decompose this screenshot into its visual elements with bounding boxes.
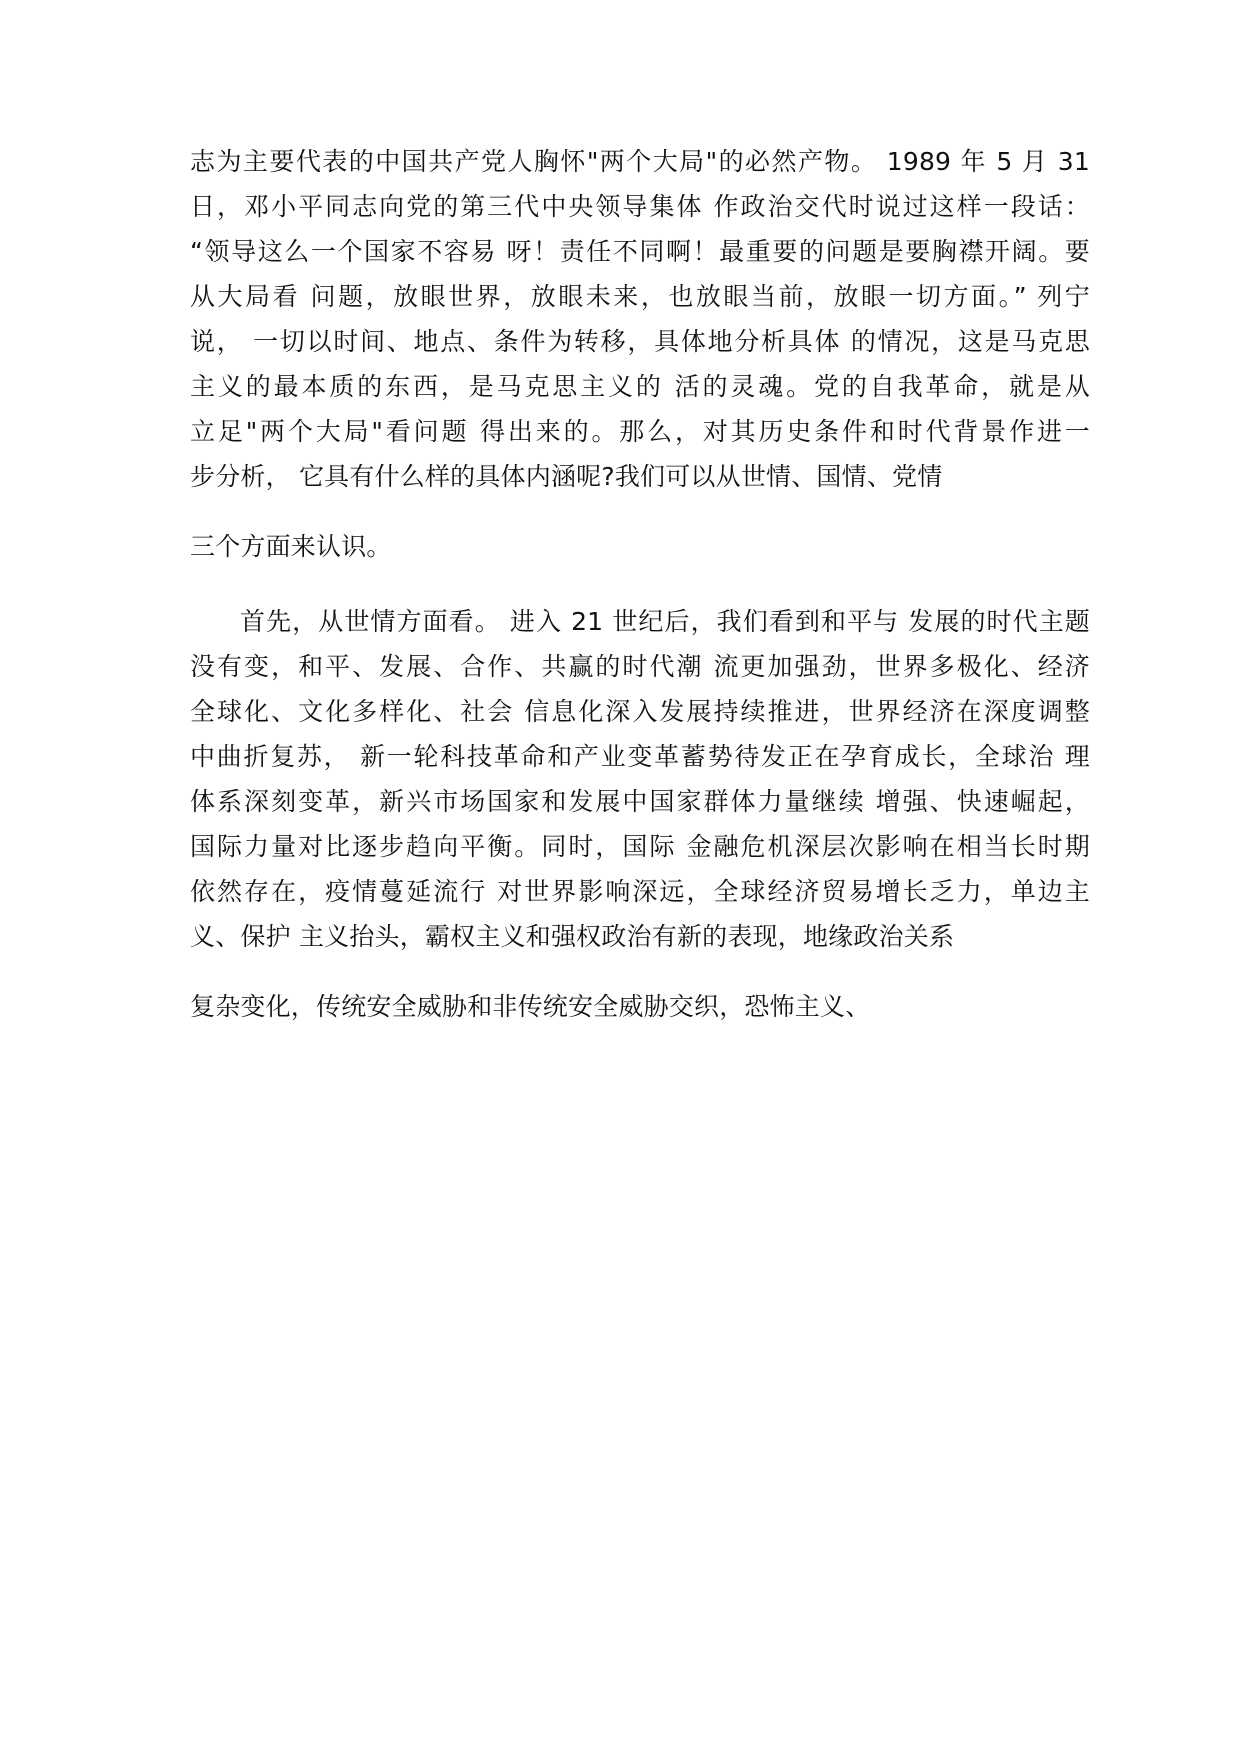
paragraph-2-tail: 复杂变化，传统安全威胁和非传统安全威胁交织，恐怖主义、 (190, 992, 871, 1021)
paragraph-1-line-2: 日，邓小平同志向党的第三代中央领导集体 作政治交代时说过这样一段话： (190, 192, 1090, 221)
paragraph-1-line-8: 步分析， 它具有什么样的具体内涵呢?我们可以从世情、国情、党情 (190, 462, 943, 491)
paragraph-2-line-1: 首先，从世情方面看。 进入 21 世纪后，我们看到和平与 发展的时代主题 (240, 607, 1090, 636)
paragraph-1-tail: 三个方面来认识。 (190, 532, 392, 561)
paragraph-1-line-3: “领导这么一个国家不容易 呀！责任不同啊！最重要的问题是要胸襟开阔。要 (190, 237, 1090, 266)
paragraph-2-line-8: 义、保护 主义抬头，霸权主义和强权政治有新的表现，地缘政治关系 (190, 922, 955, 951)
paragraph-1-line-4: 从大局看 问题，放眼世界，放眼未来，也放眼当前，放眼一切方面。” 列宁 (190, 282, 1090, 311)
paragraph-2-line-6: 国际力量对比逐步趋向平衡。同时，国际 金融危机深层次影响在相当长时期 (190, 832, 1090, 861)
paragraph-2-line-2: 没有变，和平、发展、合作、共赢的时代潮 流更加强劲，世界多极化、经济 (190, 652, 1090, 681)
paragraph-1-line-7: 立足"两个大局"看问题 得出来的。那么，对其历史条件和时代背景作进一 (190, 417, 1090, 446)
paragraph-2-line-7: 依然存在，疫情蔓延流行 对世界影响深远，全球经济贸易增长乏力，单边主 (190, 877, 1090, 906)
paragraph-1-line-5: 说， 一切以时间、地点、条件为转移，具体地分析具体 的情况，这是马克思 (190, 327, 1090, 356)
paragraph-1-line-1: 志为主要代表的中国共产党人胸怀"两个大局"的必然产物。 1989 年 5 月 31 (190, 147, 1090, 176)
paragraph-2-line-3: 全球化、文化多样化、社会 信息化深入发展持续推进，世界经济在深度调整 (190, 697, 1090, 726)
paragraph-1-line-6: 主义的最本质的东西，是马克思主义的 活的灵魂。党的自我革命，就是从 (190, 372, 1090, 401)
paragraph-2-line-4: 中曲折复苏， 新一轮科技革命和产业变革蓄势待发正在孕育成长，全球治 理 (190, 742, 1090, 771)
paragraph-2-line-5: 体系深刻变革，新兴市场国家和发展中国家群体力量继续 增强、快速崛起， (190, 787, 1090, 816)
